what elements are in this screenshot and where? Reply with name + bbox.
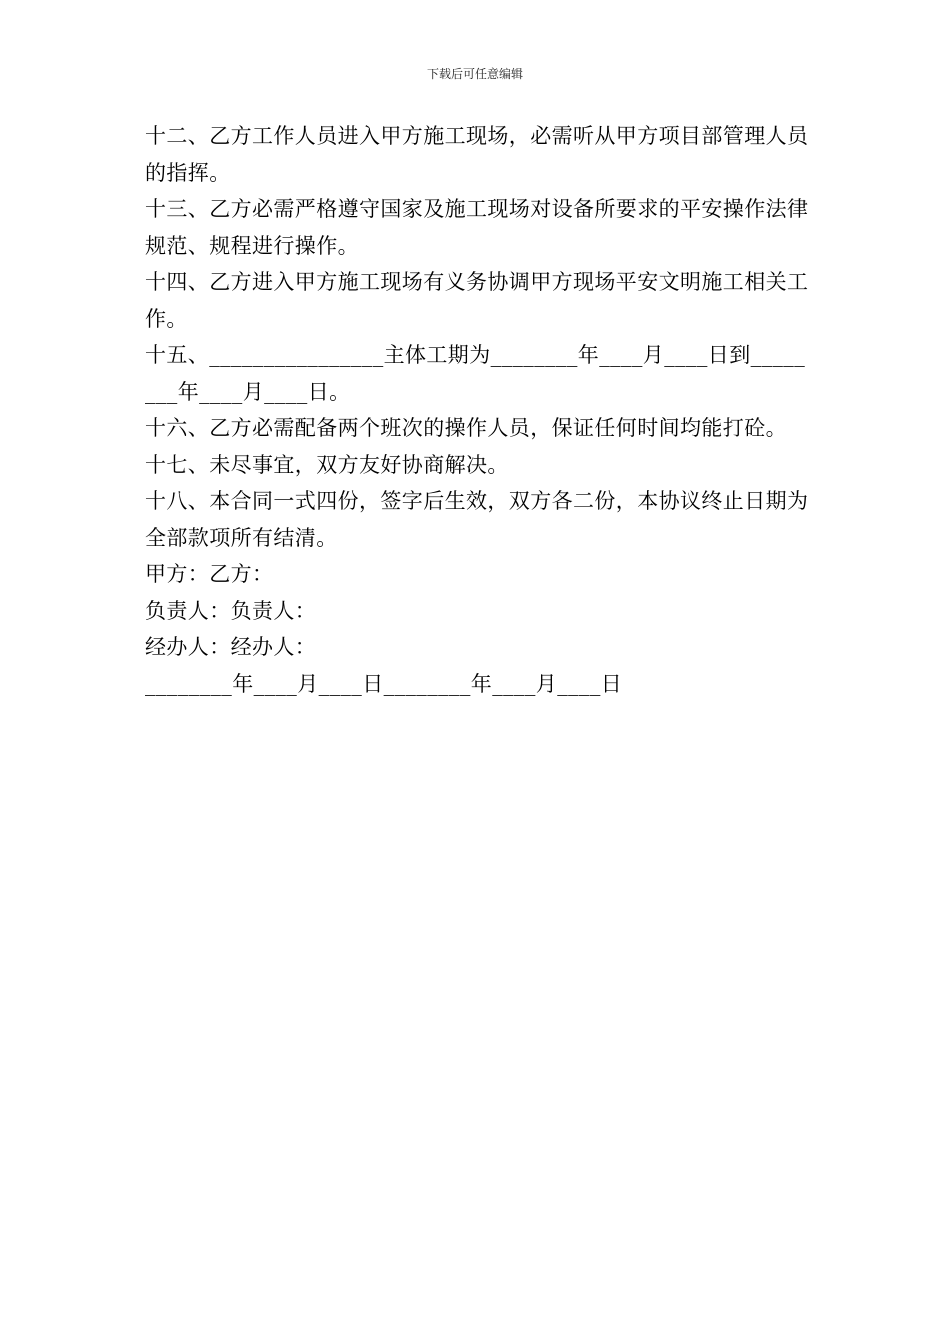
clause-14: 十四、乙方进入甲方施工现场有义务协调甲方现场平安文明施工相关工作。 <box>145 270 809 331</box>
clause-15: 十五、________________主体工期为________年____月____日到________年____月____日。 <box>145 343 806 404</box>
clause-17: 十七、未尽事宜，双方友好协商解决。 <box>145 452 509 477</box>
clause-12: 十二、乙方工作人员进入甲方施工现场，必需听从甲方项目部管理人员的指挥。 <box>145 124 809 185</box>
signature-responsible-line: 负责人：负责人： <box>145 598 317 623</box>
signature-date-line: ________年____月____日________年____月____日 <box>145 671 623 696</box>
clause-13: 十三、乙方必需严格遵守国家及施工现场对设备所要求的平安操作法律规范、规程进行操作。 <box>145 197 809 258</box>
signature-handler-line: 经办人：经办人： <box>145 635 317 659</box>
page-header: 下载后可任意编辑 <box>426 67 523 81</box>
clause-16: 十六、乙方必需配备两个班次的操作人员，保证任何时间均能打砼。 <box>145 416 787 440</box>
clause-18: 十八、本合同一式四份，签字后生效，双方各二份，本协议终止日期为全部款项所有结清。 <box>145 489 809 550</box>
contract-body <box>145 118 810 702</box>
signature-party-line: 甲方：乙方： <box>145 562 274 586</box>
